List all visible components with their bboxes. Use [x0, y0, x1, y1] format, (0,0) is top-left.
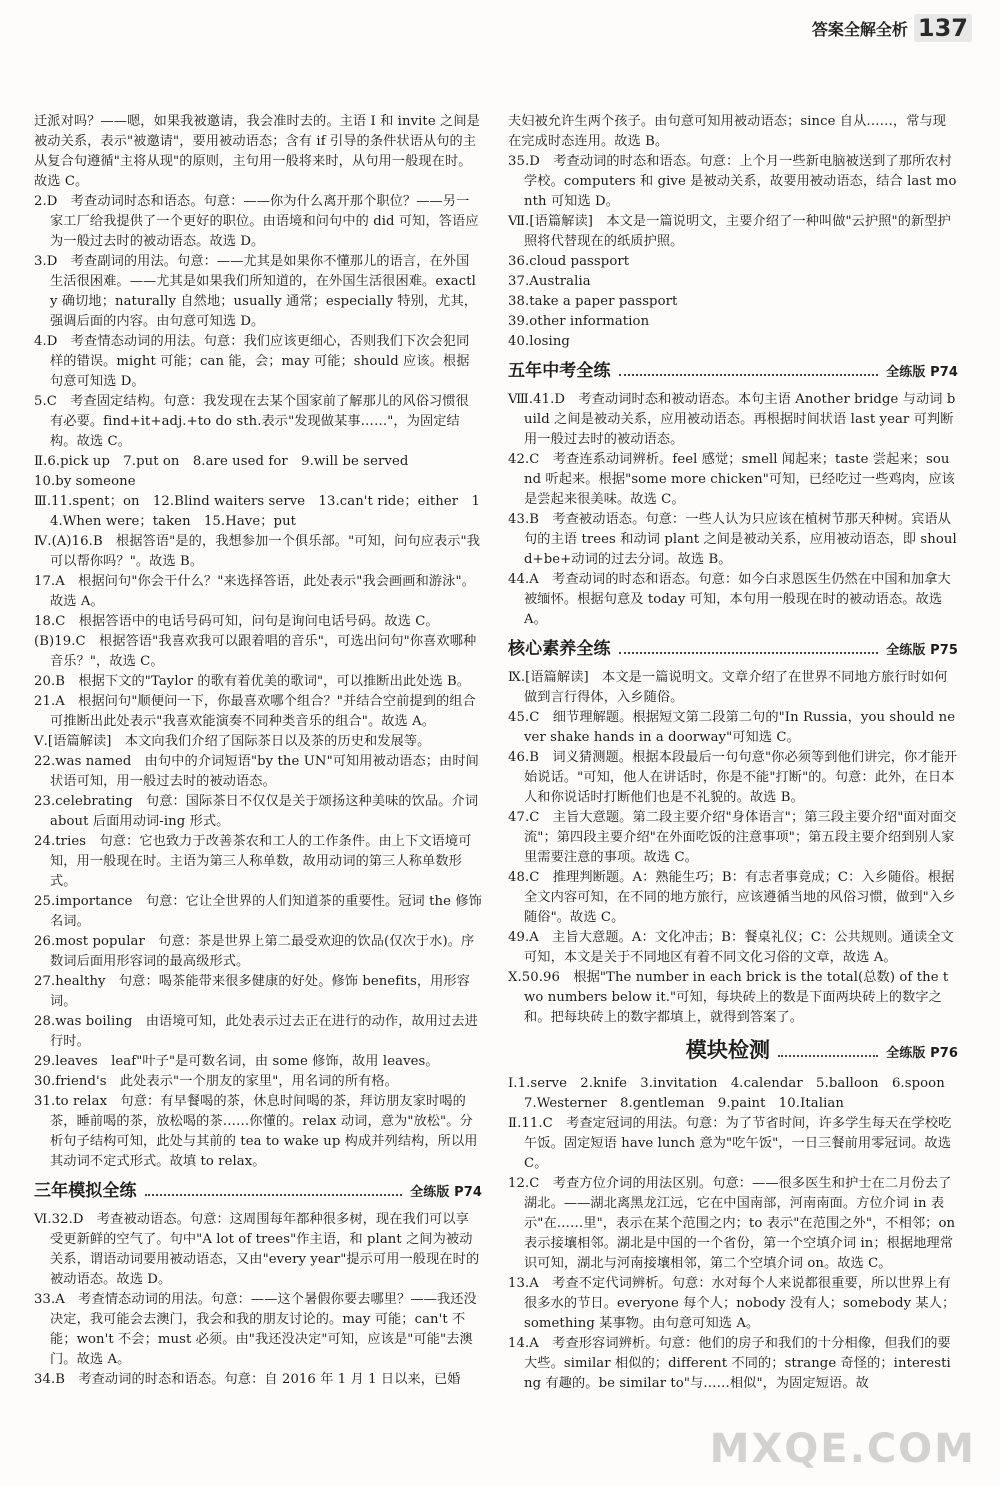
answer-item: 42.C 考查连系动词辨析。feel 感觉；smell 闻起来；taste 尝起来；sound 听起来。根据"some more chicken"可知，已经吃过一些鸡肉，应该是尝起来很美味。故选 C。	[508, 452, 955, 507]
answer-item: 37.Australia	[508, 274, 591, 289]
dotted-leader	[619, 652, 879, 654]
answer-item: Ⅷ.41.D 考查动词时态和被动语态。本句主语 Another bridge 与动词 build 之间是被动关系，应用被动语态。再根据时间状语 last year 可判断用一般过去时的被动语态。	[508, 392, 956, 447]
answer-item: 48.C 推理判断题。A：熟能生巧；B：有志者事竟成；C：入乡随俗。根据全文内容可知，在不同的地方旅行，应该遵循当地的风俗习惯，做到"入乡随俗"。故选 C。	[508, 870, 956, 925]
watermark: MXQE.COM	[709, 1426, 976, 1472]
answer-item: Ⅹ.50.96 根据"The number in each brick is the total(总数) of the two numbers below it."可知，每块砖上的数是下面两块砖上的数字之和。把每块砖上的数字都填上，就得到答案了。	[508, 970, 949, 1025]
answer-item: 21.A 根据问句"顺便问一下，你最喜欢哪个组合？"并结合空前提到的组合可推断出此处表示"我喜欢能演奏不同种类音乐的组合"。故选 A。	[34, 694, 476, 729]
answer-item: 4.D 考查情态动词的用法。句意：我们应该更细心，否则我们下次会犯同样的错误。might 可能；can 能，会；may 可能；should 应该。根据句意可知选 D。	[34, 334, 470, 389]
section-title: 五年中考全练	[508, 361, 611, 381]
answer-item: 24.tries 句意：它也致力于改善茶农和工人的工作条件。由上下文语境可知，用一般现在时。主语为第三人称单数，故用动词的第三人称单数形式。	[34, 834, 472, 889]
answer-item: 39.other information	[508, 314, 650, 329]
answer-item: Ⅳ.(A)16.B 根据答语"是的，我想参加一个俱乐部。"可知，问句应表示"我可以帮你吗？"。故选 B。	[34, 534, 481, 569]
left-answers-a	[34, 112, 482, 1172]
answer-item: Ⅰ.1.serve 2.knife 3.invitation 4.calendar 5.balloon 6.spoon 7.Westerner 8.gentleman 9.paint 10.Italian	[508, 1076, 959, 1111]
right-column	[508, 112, 958, 1394]
page-number: 137	[914, 14, 972, 42]
answer-item: 27.healthy 句意：喝茶能带来很多健康的好处。修饰 benefits，用形容词。	[34, 974, 471, 1009]
answer-item: 25.importance 句意：它让全世界的人们知道茶的重要性。冠词 the 修饰名词。	[34, 894, 482, 929]
answer-item: 33.A 考查情态动词的用法。句意：——这个暑假你要去哪里？——我还没决定，我可能会去澳门，我会和我的朋友讨论的。may 可能；can't 不能；won't 不会；must 必须。由"我还没决定"可知，应该是"可能"去澳门。故选 A。	[34, 1292, 477, 1367]
answer-item: 20.B 根据下文的"Taylor 的歌有着优美的歌词"，可以推断出此处选 B。	[34, 674, 471, 689]
answer-item: 18.C 根据答语中的电话号码可知，问句是询问电话号码。故选 C。	[34, 614, 439, 629]
section-ref: 全练版 P74	[410, 1185, 482, 1200]
answer-item: 38.take a paper passport	[508, 294, 678, 309]
answer-item: 10.by someone	[34, 474, 136, 489]
answer-item: Ⅲ.11.spent；on 12.Blind waiters serve 13.can't ride；either 14.When were；taken 15.Have；put	[34, 494, 480, 529]
left-column	[34, 112, 482, 1390]
dotted-leader	[778, 1055, 878, 1057]
answer-item: Ⅱ.6.pick up 7.put on 8.are used for 9.will be served	[34, 454, 409, 469]
left-answers-b	[34, 1210, 482, 1390]
dotted-leader	[145, 1194, 403, 1196]
answer-item: 29.leaves leaf"叶子"是可数名词，由 some 修饰，故用 leaves。	[34, 1054, 439, 1069]
answer-item: 34.B 考查动词的时态和语态。句意：自 2016 年 1 月 1 日以来，已婚	[34, 1372, 461, 1387]
answer-item: 46.B 词义猜测题。根据本段最后一句句意"你必须等到他们讲完，你才能开始说话。"可知，他人在讲话时，你是不能"打断"的。句意：此外，在日本人和你说话时打断他们也是不礼貌的。故选 B。	[508, 750, 958, 805]
answer-item: 49.A 主旨大意题。A：文化冲击；B：餐桌礼仪；C：公共规则。通读全文可知，本文是关于不同地区有着不同文化习俗的文章，故选 A。	[508, 930, 954, 965]
answer-item: Ⅵ.32.D 考查被动语态。句意：这周围每年都种很多树，现在我们可以享受更新鲜的空气了。句中"A lot of trees"作主语，和 plant 之间为被动关系，谓语动词要用被动语态，又由"every year"提示可用一般现在时的被动语态。故选 D。	[34, 1212, 480, 1287]
header-title: 答案全解全析	[811, 19, 908, 39]
answer-item: 47.C 主旨大意题。第二段主要介绍"身体语言"；第三段主要介绍"面对面交流"；第四段主要介绍"在外面吃饭的注意事项"；第五段主要介绍到别人家里需要注意的事项。故选 C。	[508, 810, 957, 865]
right-answers-b	[508, 390, 958, 630]
answer-item: 12.C 考查方位介词的用法区别。句意：——很多医生和护士在二月份去了湖北。——湖北离黑龙江远，它在中国南部，河南南面。方位介词 in 表示"在……里"，表示在某个范围之内；to 表示"在范围之外"，不相邻；on 表示接壤相邻。湖北是中国的一个省份，第一个空填介词 in；根据地理常识可知，湖北与河南接壤相邻，第二个空填介词 on。故选 C。	[508, 1176, 956, 1271]
page-header	[812, 8, 972, 48]
answer-item: 28.was boiling 由语境可知，此处表示过去正在进行的动作，故用过去进行时。	[34, 1014, 478, 1049]
right-answers-a	[508, 112, 958, 352]
answer-item: 45.C 细节理解题。根据短文第二段第二句的"In Russia，you should never shake hands in a doorway"可知选 C。	[508, 710, 956, 745]
answer-item: 22.was named 由句中的介词短语"by the UN"可知用被动语态；由时间状语可知，用一般过去时的被动语态。	[34, 754, 479, 789]
dotted-leader	[619, 374, 879, 376]
answer-item: 40.losing	[508, 334, 570, 349]
answer-item: 夫妇被允许生两个孩子。由句意可知用被动语态；since 自从……，常与现在完成时态连用。故选 B。	[508, 114, 947, 149]
section-header-module-test	[508, 1040, 958, 1064]
answer-item: 14.A 考查形容词辨析。句意：他们的房子和我们的十分相像，但我们的要大些。similar 相似的；different 不同的；strange 奇怪的；interesting 有趣的。be similar to"与……相似"，为固定短语。故	[508, 1336, 951, 1391]
section-ref: 全练版 P75	[886, 643, 958, 658]
answer-item: 3.D 考查副词的用法。句意：——尤其是如果你不懂那儿的语言，在外国生活很困难。——尤其是如果我们所知道的，在外国生活很困难。exactly 确切地；naturally 自然地；usually 通常；especially 特别，尤其，强调后面的内容。由句意可知选 D。	[34, 254, 478, 329]
answer-item: 迁派对吗？——嗯，如果我被邀请，我会准时去的。主语 I 和 invite 之间是被动关系，表示"被邀请"，要用被动语态；含有 if 引导的条件状语从句的主从复合句遵循"主将从现"的原则，主句用一般将来时，从句用一般现在时。故选 C。	[34, 114, 480, 189]
answer-item: 23.celebrating 句意：国际茶日不仅仅是关于颂扬这种美味的饮品。介词 about 后面用动词-ing 形式。	[34, 794, 479, 829]
answer-item: 30.friend's 此处表示"一个朋友的家里"，用名词的所有格。	[34, 1074, 398, 1089]
answer-item: (B)19.C 根据答语"我喜欢我可以跟着唱的音乐"，可选出问句"你喜欢哪种音乐？"，故选 C。	[34, 634, 477, 669]
answer-item: 36.cloud passport	[508, 254, 630, 269]
section-title: 模块检测	[685, 1038, 771, 1062]
answer-item: Ⅱ.11.C 考查定冠词的用法。句意：为了节省时间，许多学生每天在学校吃午饭。固定短语 have lunch 意为"吃午饭"，一日三餐前用零冠词。故选 C。	[508, 1116, 952, 1171]
answer-item: 35.D 考查动词的时态和语态。句意：上个月一些新电脑被送到了那所农村学校。computers 和 give 是被动关系，故要用被动语态，结合 last month 可知选 D。	[508, 154, 957, 209]
section-header-three-year	[34, 1181, 482, 1203]
answer-item: Ⅸ.[语篇解读] 本文是一篇说明文。文章介绍了在世界不同地方旅行时如何做到言行得体，入乡随俗。	[508, 670, 948, 705]
answer-item: Ⅴ.[语篇解读] 本文向我们介绍了国际茶日以及茶的历史和发展等。	[34, 734, 431, 749]
answer-item: 26.most popular 句意：茶是世界上第二最受欢迎的饮品(仅次于水)。序数词后面用形容词的最高级形式。	[34, 934, 475, 969]
answer-item: 44.A 考查动词的时态和语态。句意：如今白求恩医生仍然在中国和加拿大被缅怀。根据句意及 today 可知，本句用一般现在时的被动语态。故选 A。	[508, 572, 951, 627]
section-title: 三年模拟全练	[34, 1181, 137, 1201]
section-header-five-year	[508, 361, 958, 383]
right-answers-d	[508, 1074, 958, 1394]
section-header-core	[508, 639, 958, 661]
answer-item: 5.C 考查固定结构。句意：我发现在去某个国家前了解那儿的风俗习惯很有必要。find+it+adj.+to do sth.表示"发现做某事……"，为固定结构。故选 C。	[34, 394, 469, 449]
section-title: 核心素养全练	[508, 639, 611, 659]
answer-item: 2.D 考查动词时态和语态。句意：——你为什么离开那个职位？——另一家工厂给我提供了一个更好的职位。由语境和问句中的 did 可知，答语应为一般过去时的被动语态。故选 D。	[34, 194, 479, 249]
answer-item: Ⅶ.[语篇解读] 本文是一篇说明文，主要介绍了一种叫做"云护照"的新型护照将代替现在的纸质护照。	[508, 214, 951, 249]
answer-item: 43.B 考查被动语态。句意：一些人认为只应该在植树节那天种树。宾语从句的主语 trees 和动词 plant 之间是被动关系，应用被动语态，即 should+be+动词的过去分词。故选 B。	[508, 512, 957, 567]
answer-item: 17.A 根据问句"你会干什么？"来选择答语，此处表示"我会画画和游泳"。故选 A。	[34, 574, 475, 609]
answer-item: 31.to relax 句意：有早餐喝的茶，休息时间喝的茶，拜访朋友家时喝的茶，睡前喝的茶，放松喝的茶……你懂的。relax 动词，意为"放松"。分析句子结构可知，此处与其前的 tea to wake up 构成并列结构，所以用其动词不定式形式。故填 to relax。	[34, 1094, 478, 1169]
section-ref: 全练版 P76	[886, 1046, 958, 1061]
section-ref: 全练版 P74	[886, 365, 958, 380]
right-answers-c	[508, 668, 958, 1028]
answer-item: 13.A 考查不定代词辨析。句意：水对每个人来说都很重要，所以世界上有很多水的节日。everyone 每个人；nobody 没有人；somebody 某人；something 某事物。由句意可知选 A。	[508, 1276, 956, 1331]
